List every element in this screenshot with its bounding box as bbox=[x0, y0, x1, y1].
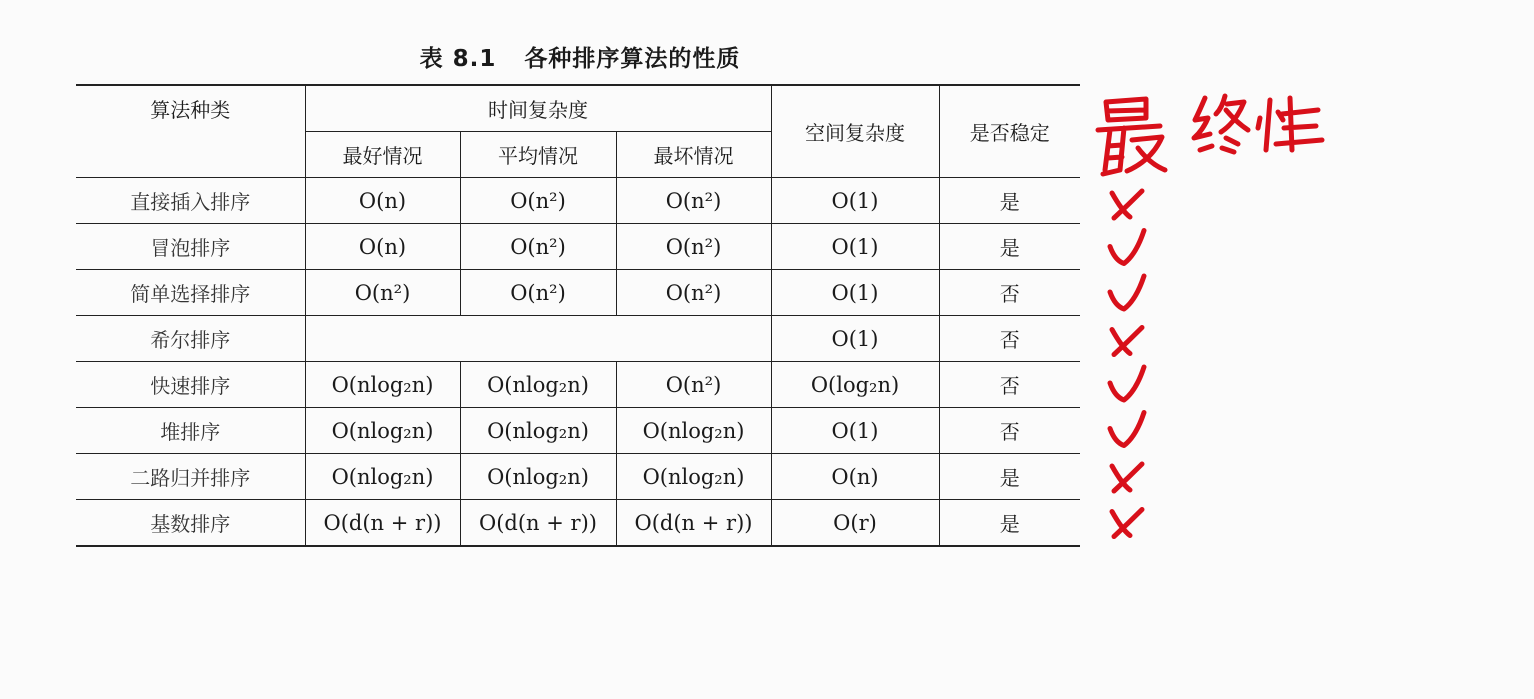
table-number: 表 8.1 bbox=[419, 46, 497, 72]
best-case-complexity: O(n²) bbox=[305, 270, 460, 316]
best-case-complexity: O(nlog₂n) bbox=[305, 362, 460, 408]
algorithm-name: 堆排序 bbox=[76, 408, 305, 454]
handwritten-cross-mark bbox=[1112, 191, 1142, 218]
stability-value: 否 bbox=[939, 316, 1080, 362]
space-complexity: O(1) bbox=[771, 178, 939, 224]
average-case-complexity: O(nlog₂n) bbox=[460, 408, 616, 454]
best-case-complexity: O(d(n + r)) bbox=[305, 500, 460, 547]
algorithm-name: 简单选择排序 bbox=[76, 270, 305, 316]
worst-case-complexity: O(nlog₂n) bbox=[616, 454, 771, 500]
stability-value: 否 bbox=[939, 362, 1080, 408]
handwritten-cross-mark bbox=[1112, 328, 1142, 355]
algorithm-name: 快速排序 bbox=[76, 362, 305, 408]
algorithm-name: 希尔排序 bbox=[76, 316, 305, 362]
space-complexity: O(1) bbox=[771, 224, 939, 270]
stability-value: 是 bbox=[939, 454, 1080, 500]
handwritten-check-mark bbox=[1110, 276, 1144, 309]
algorithm-name: 冒泡排序 bbox=[76, 224, 305, 270]
average-case-complexity: O(d(n + r)) bbox=[460, 500, 616, 547]
stability-value: 否 bbox=[939, 270, 1080, 316]
worst-case-complexity: O(d(n + r)) bbox=[616, 500, 771, 547]
space-complexity: O(1) bbox=[771, 270, 939, 316]
algorithm-name: 直接插入排序 bbox=[76, 178, 305, 224]
handwritten-cross-mark bbox=[1112, 510, 1142, 537]
worst-case-complexity: O(nlog₂n) bbox=[616, 408, 771, 454]
header-time-complexity: 时间复杂度 bbox=[305, 85, 771, 132]
space-complexity: O(log₂n) bbox=[771, 362, 939, 408]
worst-case-complexity: O(n²) bbox=[616, 224, 771, 270]
best-case-complexity: O(n) bbox=[305, 178, 460, 224]
space-complexity: O(1) bbox=[771, 408, 939, 454]
handwritten-check-mark bbox=[1110, 231, 1144, 264]
best-case-complexity: O(n) bbox=[305, 224, 460, 270]
best-case-complexity: O(nlog₂n) bbox=[305, 408, 460, 454]
space-complexity: O(1) bbox=[771, 316, 939, 362]
average-case-complexity: O(n²) bbox=[460, 224, 616, 270]
best-case-complexity: O(nlog₂n) bbox=[305, 454, 460, 500]
algorithm-name: 基数排序 bbox=[76, 500, 305, 547]
header-average-case: 平均情况 bbox=[460, 132, 616, 178]
table-title: 各种排序算法的性质 bbox=[524, 46, 741, 72]
handwritten-cross-mark bbox=[1112, 464, 1142, 491]
worst-case-complexity: O(n²) bbox=[616, 178, 771, 224]
stability-value: 否 bbox=[939, 408, 1080, 454]
average-case-complexity: O(n²) bbox=[460, 270, 616, 316]
handwritten-check-mark bbox=[1110, 413, 1144, 446]
header-best-case: 最好情况 bbox=[305, 132, 460, 178]
stability-value: 是 bbox=[939, 224, 1080, 270]
handwritten-heading bbox=[1098, 96, 1322, 174]
space-complexity: O(r) bbox=[771, 500, 939, 547]
header-algorithm: 算法种类 bbox=[76, 85, 305, 132]
average-case-complexity: O(nlog₂n) bbox=[460, 454, 616, 500]
worst-case-complexity: O(n²) bbox=[616, 270, 771, 316]
header-stability: 是否稳定 bbox=[939, 85, 1080, 178]
average-case-complexity: O(n²) bbox=[460, 178, 616, 224]
handwritten-check-mark bbox=[1110, 367, 1144, 400]
algorithm-name: 二路归并排序 bbox=[76, 454, 305, 500]
stability-value: 是 bbox=[939, 500, 1080, 547]
average-case-complexity: O(nlog₂n) bbox=[460, 362, 616, 408]
header-space-complexity: 空间复杂度 bbox=[771, 85, 939, 178]
handwritten-marks-column bbox=[1110, 191, 1144, 537]
header-worst-case: 最坏情况 bbox=[616, 132, 771, 178]
worst-case-complexity: O(n²) bbox=[616, 362, 771, 408]
space-complexity: O(n) bbox=[771, 454, 939, 500]
stability-value: 是 bbox=[939, 178, 1080, 224]
